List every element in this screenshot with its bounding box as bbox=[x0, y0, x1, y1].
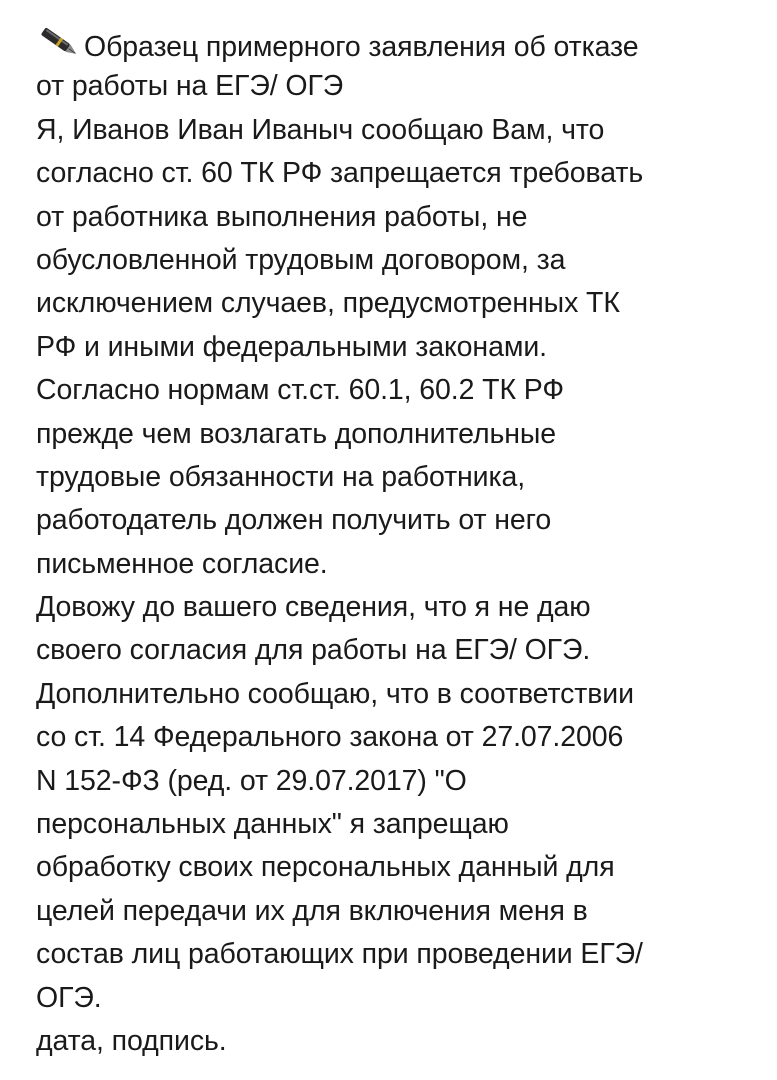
document-text-line: исключением случаев, предусмотренных ТК bbox=[36, 287, 620, 320]
document-signature-line: дата, подпись. bbox=[36, 1024, 227, 1057]
document-text-line: со ст. 14 Федерального закона от 27.07.2006 bbox=[36, 721, 624, 754]
document-text-line: от работника выполнения работы, не bbox=[36, 200, 528, 233]
document-text-line: Я, Иванов Иван Иваныч сообщаю Вам, что bbox=[36, 113, 605, 146]
document-text-line: письменное согласие. bbox=[36, 547, 328, 580]
document-text-line: согласно ст. 60 ТК РФ запрещается требовать bbox=[36, 157, 644, 190]
document-text-line: ОГЭ. bbox=[36, 981, 102, 1014]
document-text-line: N 152-ФЗ (ред. от 29.07.2017) "О bbox=[36, 764, 467, 797]
document-text-line: своего согласия для работы на ЕГЭ/ ОГЭ. bbox=[36, 634, 591, 667]
document-text-line: обусловленной трудовым договором, за bbox=[36, 243, 566, 276]
document-text-line: состав лиц работающих при проведении ЕГЭ/ bbox=[36, 938, 643, 971]
document-text-line: персональных данных" я запрещаю bbox=[36, 808, 509, 841]
document-title-line-2: от работы на ЕГЭ/ ОГЭ bbox=[36, 70, 344, 103]
document-text-line: целей передачи их для включения меня в bbox=[36, 894, 588, 927]
document-text-line: Довожу до вашего сведения, что я не даю bbox=[36, 591, 591, 624]
document-title-line-1: Образец примерного заявления об отказе bbox=[36, 22, 766, 65]
document-text-line: прежде чем возлагать дополнительные bbox=[36, 417, 556, 450]
fountain-pen-icon bbox=[36, 22, 84, 62]
document-text-line: обработку своих персональных данный для bbox=[36, 851, 615, 884]
document-text-line: Дополнительно сообщаю, что в соответствии bbox=[36, 677, 634, 710]
application-document bbox=[36, 22, 766, 1063]
document-text-line: работодатель должен получить от него bbox=[36, 504, 552, 537]
document-text-line: РФ и иными федеральными законами. bbox=[36, 330, 547, 363]
document-text-line: трудовые обязанности на работника, bbox=[36, 460, 526, 493]
document-text-line: Согласно нормам ст.ст. 60.1, 60.2 ТК РФ bbox=[36, 374, 564, 407]
